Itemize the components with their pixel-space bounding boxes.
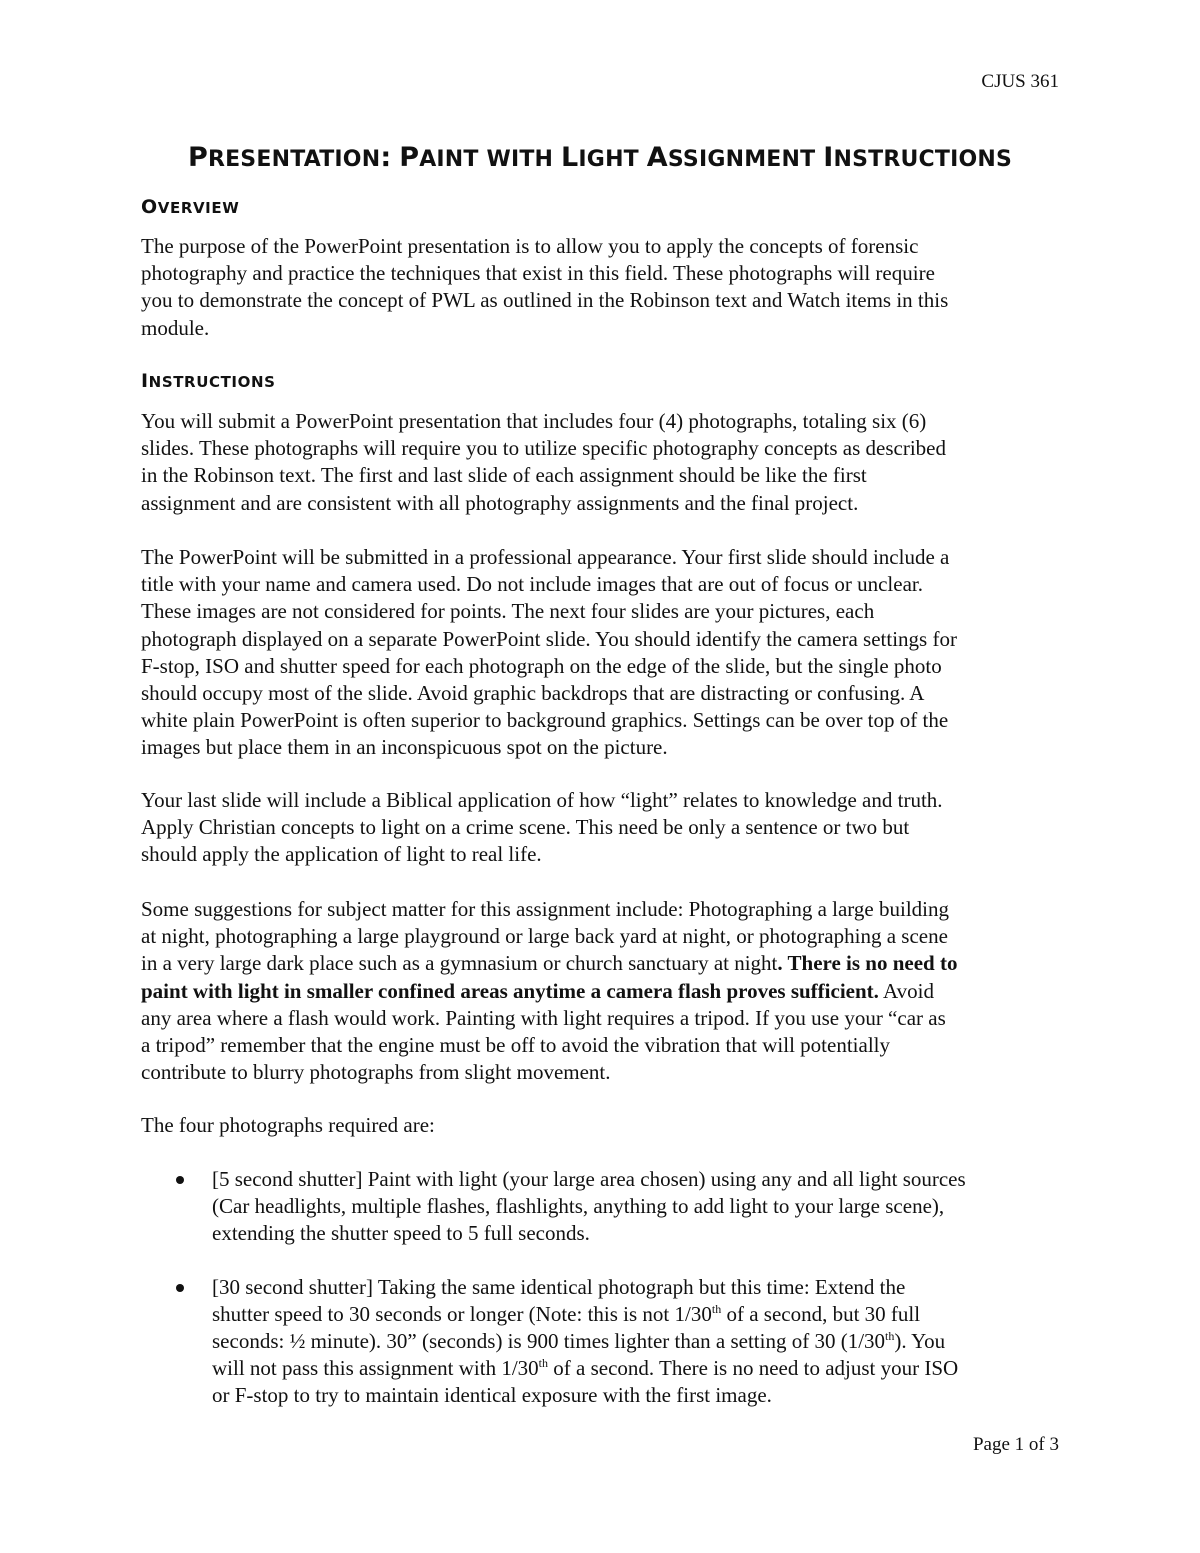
overview-paragraph: The purpose of the PowerPoint presentation is to allow you to apply the concepts of forensic photography and practice the techniques that exist in this field. These photographs will require you to demonstrate the concept of PWL as outlined in the Robinson text and Watch items in this module. xyxy=(141,234,949,340)
list-item: [30 second shutter] Taking the same identical photograph but this time: Extend the shutter speed to 30 seconds or longer (Note: this is not 1/30th of a second, but 30 full seconds: ½ minute). 30” (seconds) is 900 times lighter than a setting of 30 (1/30th). You will not pass this assignment with 1/30th of a second. There is no need to adjust your ISO or F-stop to try to maintain identical exposure with the first image. xyxy=(141,1274,1066,1410)
document-title: PRESENTATION: PAINT WITH LIGHT ASSIGNMENT INSTRUCTIONS xyxy=(187,142,1013,173)
required-photographs-list xyxy=(141,1166,1066,1410)
bullet-icon xyxy=(176,1284,184,1292)
instructions-paragraph-5: The four photographs required are: xyxy=(141,1113,435,1137)
instructions-heading: INSTRUCTIONS xyxy=(141,370,276,392)
instructions-paragraph-1: You will submit a PowerPoint presentation that includes four (4) photographs, totaling six (6) slides. These photographs will require you to utilize specific photography concepts as described in the Robinson text. The first and last slide of each assignment should be like the first assignment and are consistent with all photography assignments and the final project. xyxy=(141,409,946,515)
instructions-paragraph-2: The PowerPoint will be submitted in a professional appearance. Your first slide should include a title with your name and camera used. Do not include images that are out of focus or unclear. These images are not considered for points. The next four slides are your pictures, each photograph displayed on a separate PowerPoint slide. You should identify the camera settings for F-stop, ISO and shutter speed for each photograph on the edge of the slide, but the single photo should occupy most of the slide. Avoid graphic backdrops that are distracting or confusing. A white plain PowerPoint is often superior to background graphics. Settings can be over top of the images but place them in an inconspicuous spot on the picture. xyxy=(141,545,957,760)
overview-heading: OVERVIEW xyxy=(141,196,240,218)
instructions-paragraph-3: Your last slide will include a Biblical application of how “light” relates to knowledge and truth. Apply Christian concepts to light on a crime scene. This need be only a sentence or two but should apply the application of light to real life. xyxy=(141,788,943,867)
list-item: [5 second shutter] Paint with light (your large area chosen) using any and all light sources (Car headlights, multiple flashes, flashlights, anything to add light to your large scene), extending the shutter speed to 5 full seconds. xyxy=(141,1166,1066,1248)
instructions-paragraph-4: Some suggestions for subject matter for this assignment include: Photographing a large building at night, photographing a large playground or large back yard at night, or photographing a scene in a very large dark place such as a gymnasium or church sanctuary at night. There is no need to paint with light in smaller confined areas anytime a camera flash proves sufficient. Avoid any area where a flash would work. Painting with light requires a tripod. If you use your “car as a tripod” remember that the engine must be off to avoid the vibration that will potentially contribute to blurry photographs from slight movement. xyxy=(141,897,958,1085)
bullet-icon xyxy=(176,1176,184,1184)
page-number-footer: Page 1 of 3 xyxy=(972,1434,1059,1455)
course-code-header: CJUS 361 xyxy=(981,71,1059,92)
